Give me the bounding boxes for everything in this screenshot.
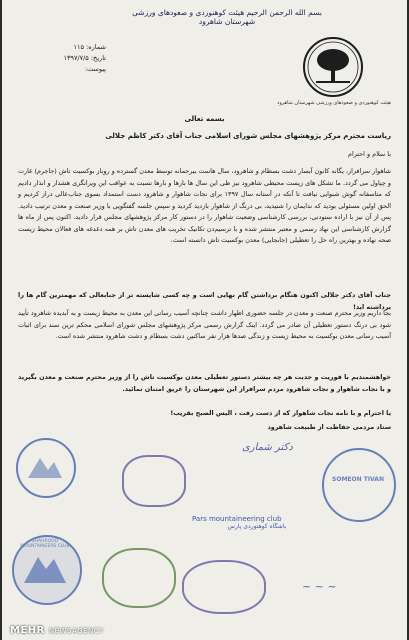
- mountaineers-seal-text: SHAHROOD MOUNTAINEERS CLUB: [20, 539, 70, 549]
- tree-logo-icon: [302, 36, 364, 98]
- addressee-line: ریاست محترم مرکز پژوهشهای مجلس شورای اسلامی جناب آقای دکتر کاظم جلالی: [105, 132, 391, 140]
- green-seal: [102, 548, 176, 608]
- closing-line-1: یا احترام و با نامه نجات شاهوار که از دست رفت ، الیس الصبح بقریب!: [170, 409, 391, 417]
- pars-club-text: Pars mountaineering club: [192, 515, 282, 523]
- mountain-seal-icon: [16, 438, 76, 498]
- greeting-line: با سلام و احترام: [348, 150, 391, 158]
- signature-name: دکتر شماری: [242, 442, 293, 453]
- closing-line-2: ستاد مردمی حفاظت از طبیعت شاهرود: [267, 423, 391, 431]
- paragraph-2: جناب آقای دکتر جلالی اکنون هنگام برداشتن گام نهایی است و چه کسی شایسته تر از جنابعالی که مهمترین گام ها را برداشته اید!: [18, 291, 391, 311]
- logo-caption: هیئت کوهنوردی و صعودهای ورزشی شهرستان شاهرود: [277, 100, 391, 106]
- opening-line: بسمه تعالی: [184, 115, 225, 123]
- purple-seal-bottom: [182, 560, 266, 614]
- letter-number: شماره: ۱۱۵: [73, 43, 106, 51]
- pars-club-text-fa: باشگاه کوهنوردی پارس: [227, 523, 287, 530]
- paragraph-4: خواهشمندیم با فوریت و جدیت هر چه بیشتر دستور تعطیلی معدن بوکسیت تاش را از وزیر محترم صنعت و معدن بگیرید و با نجات شاهوار و نجات شاهرود مردم سرافراز این شهرستان را غریق امتنان نمائید.: [18, 373, 391, 393]
- purple-seal: [122, 455, 186, 507]
- watermark-agency: NEWSAGENCY: [48, 627, 104, 635]
- signature-scribble: ~ ~ ~: [302, 580, 337, 593]
- watermark-brand: MEHR: [10, 625, 45, 636]
- paragraph-1: شاهوار سرافراز، یگانه کانون آبسار دشت بسطام و شاهرود، سال هاست بیرحمانه توسط معدن گسترده و روباز بوکسیت تاش (جاجرم) غارت و چپاول می گردد. ما تشکل های زیست محیطی شاهرود نیز طی این سال ها بارها و بارها نسبت به عواقب این ویرانگری هشدار و انذار دادیم که متاسفانه گوش شنوایی نیافت تا آنکه در آستانه سال ۱۳۹۷ برای نجات شاهوار و شاهرود دست استمداد بسوی جناب‌عالی دراز کردیم و الحق اولین مسئولی بودید که ندایمان را شنیدید، بی درنگ از شاهوار بازدید کردید و سپس جلسه گفتگویی با وزیر صنعت و معدن ترتیب دادید. پس از آن نیز با اراده ستودنی، بررسی کارشناسی وضعیت شاهوار را در دستور کار مرکز پژوهشهای مجلس قرار دادید. اکنون پس از ماه ها گزارش کارشناسی این نهاد رسمی و معتبر منتشر شده و با ترسیم‌دن تکانیک تخریب های معدن تاش بر همه دغدغه های فعالان محیط زیست صحه نهاده و بهترین راه حل را تعطیلی (جابجایی) معدن بوکسیت تاش دانسته است.: [18, 167, 391, 244]
- pars-club-seal: [192, 515, 322, 530]
- header-basmala: بسم الله الرحمن الرحیم هیئت کوهنوردی و صعودهای ورزشی شهرستان شاهرود: [132, 8, 322, 26]
- letter-attachment: پیوست:: [84, 65, 106, 73]
- mehr-watermark: [10, 625, 104, 636]
- seal-tv-text: SOMEON TIVAN: [332, 476, 384, 483]
- letter-date: تاریخ: ۱۳۹۷/۷/۵: [63, 54, 106, 62]
- club-seal-right: [322, 448, 396, 522]
- letter-sheet: [2, 0, 407, 640]
- paragraph-3: بجا داریم وزیر محترم صنعت و معدن در جلسه حضوری اظهار داشت چنانچه آسیب رسانی این معدن به محیط زیست و به آبدیده شاهرود تأیید شود بی درنگ دستور تعطیلی آن صادر می گردد. اینک گزارش رسمی مرکز پژوهشهای مجلس شورای اسلامی محکم ترین سند برای اثبات آسیب رسانی معدن بوکسیت به محیط زیست و زندگی صدها هزار نفر ساکنین دشت بسطام و دشت شاهرود منتشر شده است.: [18, 309, 391, 340]
- header-reference: [16, 42, 106, 75]
- mountaineers-seal: [12, 535, 82, 605]
